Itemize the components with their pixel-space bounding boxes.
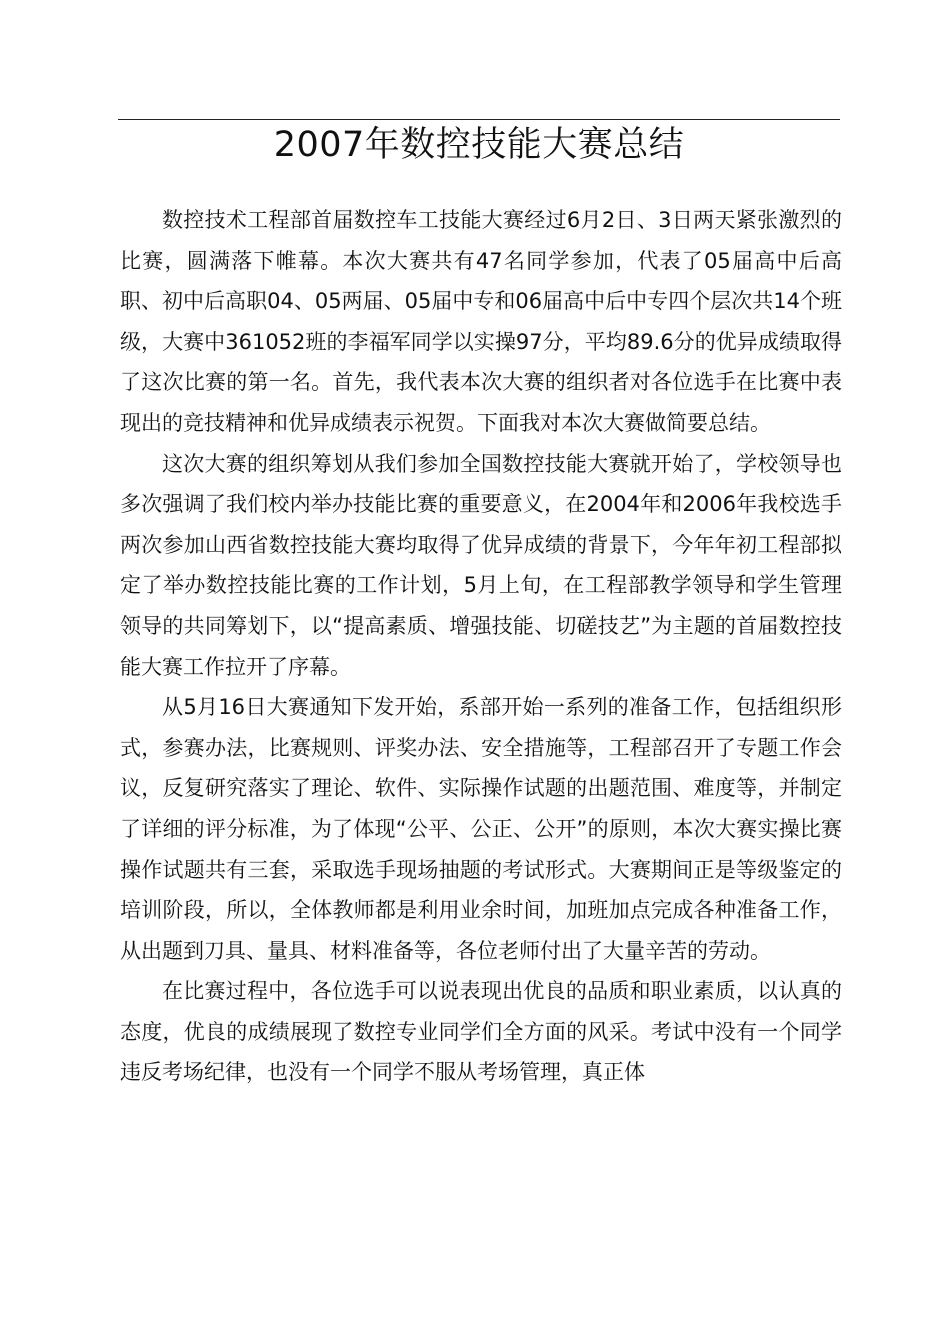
document-title: 2007年数控技能大赛总结 [273, 125, 685, 165]
paragraph-intro: 数控技术工程部首届数控车工技能大赛经过6月2日、3日两天紧张激烈的比赛，圆满落下帷幕。本次大赛共有47名同学参加，代表了05届高中后高职、初中后高职04、05两届、05届中专和06届高中后中专四个层次共14个班级，大赛中361052班的李福军同学以实操97分，平均89.6分的优异成绩取得了这次比赛的第一名。首先，我代表本次大赛的组织者对各位选手在比赛中表现出的竞技精神和优异成绩表示祝贺。下面我对本次大赛做简要总结。 [120, 208, 842, 435]
paragraph-competition-process: 在比赛过程中，各位选手可以说表现出优良的品质和职业素质，以认真的态度，优良的成绩展现了数控专业同学们全方面的风采。考试中没有一个同学违反考场纪律，也没有一个同学不服从考场管理，真正体 [120, 979, 842, 1085]
paragraph-organization: 这次大赛的组织筹划从我们参加全国数控技能大赛就开始了，学校领导也多次强调了我们校内举办技能比赛的重要意义，在2004年和2006年我校选手两次参加山西省数控技能大赛均取得了优异成绩的背景下，今年年初工程部拟定了举办数控技能比赛的工作计划，5月上旬，在工程部教学领导和学生管理领导的共同筹划下，以“提高素质、增强技能、切磋技艺”为主题的首届数控技能大赛工作拉开了序幕。 [120, 451, 842, 679]
header-rule [118, 119, 840, 120]
document-body [120, 200, 842, 1093]
paragraph-preparation: 从5月16日大赛通知下发开始，系部开始一系列的准备工作，包括组织形式，参赛办法，比赛规则、评奖办法、安全措施等，工程部召开了专题工作会议，反复研究落实了理论、软件、实际操作试题的出题范围、难度等，并制定了详细的评分标准，为了体现“公平、公正、公开”的原则，本次大赛实操比赛操作试题共有三套，采取选手现场抽题的考试形式。大赛期间正是等级鉴定的培训阶段，所以，全体教师都是利用业余时间，加班加点完成各种准备工作，从出题到刀具、量具、材料准备等，各位老师付出了大量辛苦的劳动。 [120, 695, 842, 963]
